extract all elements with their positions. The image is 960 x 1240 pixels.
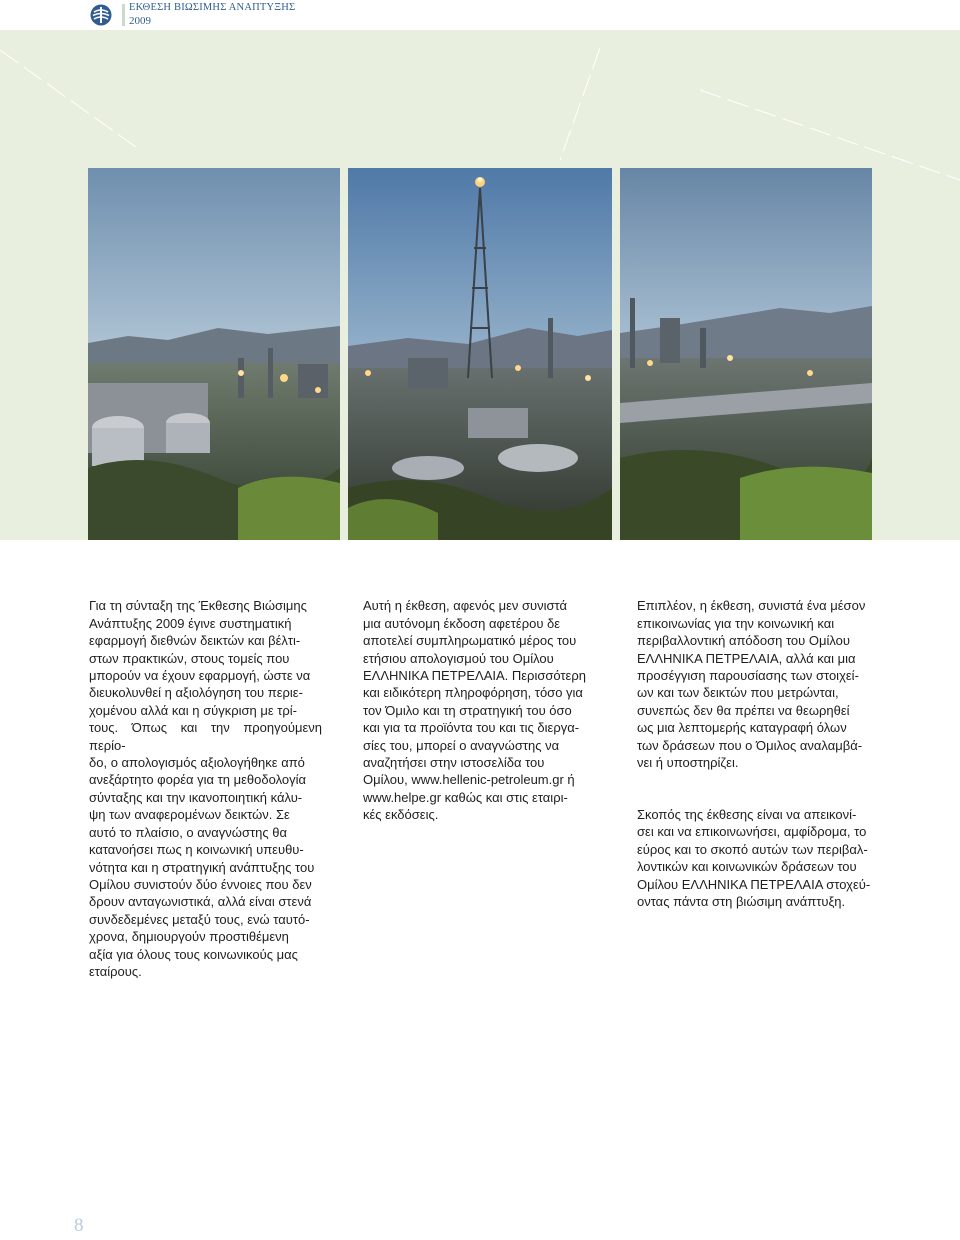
photo-band: [0, 30, 960, 540]
text-column-1: [89, 580, 322, 1015]
report-title: ΕΚΘΕΣΗ ΒΙΩΣΙΜΗΣ ΑΝΑΠΤΥΞΗΣ: [129, 2, 296, 13]
text-column-2: [363, 580, 597, 858]
page-number: 8: [74, 1215, 84, 1236]
refinery-photo-left: [88, 168, 340, 540]
refinery-photo-center: [348, 168, 612, 540]
page-header: [0, 0, 960, 30]
text-column-3: [637, 580, 871, 945]
column-3-paragraph-1: Επιπλέον, η έκθεση, συνιστά ένα μέσον επικοινωνίας για την κοινωνική και περιβαλλοντική απόδοση του Ομίλου ΕΛΛΗΝΙΚΑ ΠΕΤΡΕΛΑΙΑ, αλλά και μια προσέγγιση παρουσίασης των στοιχεί- ων και των δεικτών που μετρώνται, συνεπώς δεν θα πρέπει να θεωρηθεί ως μια λεπτομερής καταγραφή όλων των δράσεων που ο Όμιλος αναλαμβά- νει ή υποστηρίζει.: [637, 598, 866, 771]
report-year: 2009: [129, 15, 151, 27]
column-1-paragraph: Για τη σύνταξη της Έκθεσης Βιώσιμης Ανάπτυξης 2009 έγινε συστηματική εφαρμογή διεθνών δεικτών και βέλτι- στων πρακτικών, στους τομείς που μπορούν να έχουν εφαρμογή, ώστε να διευκολυνθεί η αξιολόγηση του περιε- χομένου αλλά και η σύγκριση με τρί- τους. Όπως και την προηγούμενη περίο- δο, ο απολογισμός αξιολογήθηκε από ανεξάρτητο φορέα για τη μεθοδολογία σύνταξης και την ικανοποιητική κάλυ- ψη των αναφερομένων δεικτών. Σε αυτό το πλαίσιο, ο αναγνώστης θα κατανοήσει πως η κοινωνική υπευθυ- νότητα και η στρατηγική ανάπτυξης του Ομίλου συνιστούν δύο έννοιες που δεν δρουν ανταγωνιστικά, αλλά είναι στενά συνδεδεμένες μεταξύ τους, ενώ ταυτό- χρονα, δημιουργούν προστιθέμενη αξία για όλους τους κοινωνικούς μας εταίρους.: [89, 598, 322, 979]
column-3-paragraph-2: Σκοπός της έκθεσης είναι να απεικονί- σει και να επικοινωνήσει, αμφίδρομα, το εύρος και το σκοπό αυτών των περιβαλ- λοντικών και κοινωνικών δράσεων του Ομίλου ΕΛΛΗΝΙΚΑ ΠΕΤΡΕΛΑΙΑ στοχεύ- οντας πάντα στη βιώσιμη ανάπτυξη.: [637, 806, 871, 909]
header-divider: [122, 4, 125, 26]
refinery-photo-right: [620, 168, 872, 540]
helpe-logo-icon: [90, 4, 112, 26]
column-2-paragraph: Αυτή η έκθεση, αφενός μεν συνιστά μια αυτόνομη έκδοση αφετέρου δε αποτελεί συμπληρωματικό μέρος του ετήσιου απολογισμού του Ομίλου ΕΛΛΗΝΙΚΑ ΠΕΤΡΕΛΑΙΑ. Περισσότερη και ειδικότερη πληροφόρηση, τόσο για τον Όμιλο και τη στρατηγική του όσο και για τα προϊόντα του και τις διεργα- σίες του, μπορεί ο αναγνώστης να αναζητήσει στην ιστοσελίδα του Ομίλου, www.hellenic-petroleum.gr ή www.helpe.gr καθώς και στις εταιρι- κές εκδόσεις.: [363, 598, 586, 823]
